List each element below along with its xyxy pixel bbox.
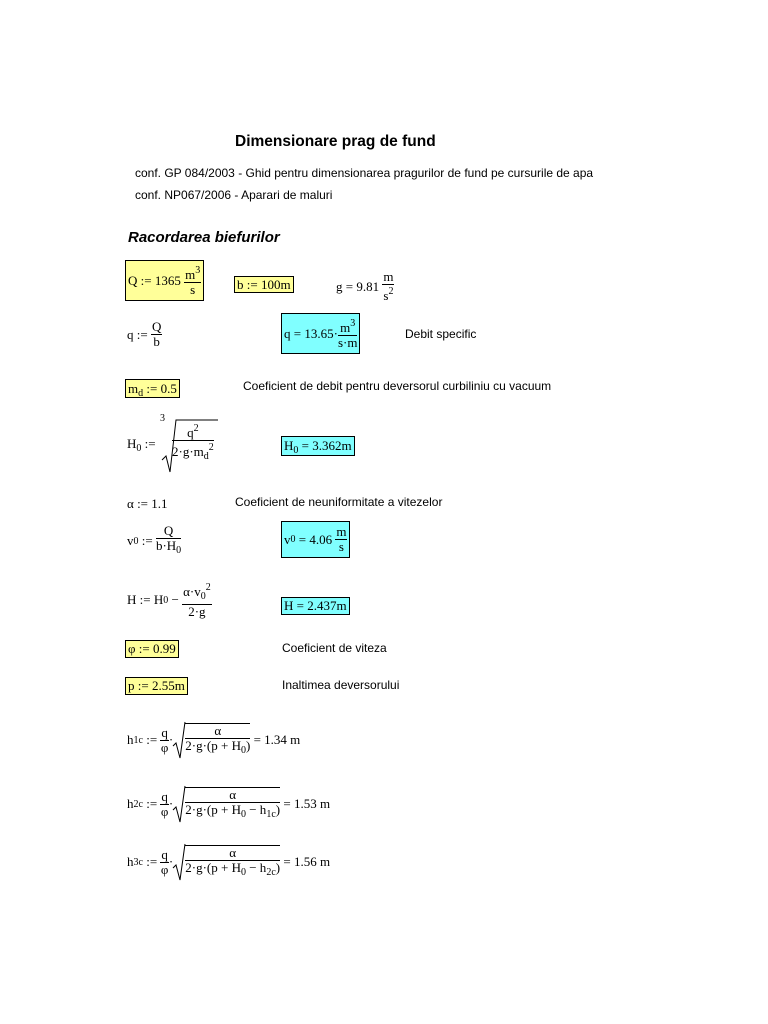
reference-np067: conf. NP067/2006 - Aparari de maluri [135, 188, 333, 202]
reference-gp084: conf. GP 084/2003 - Ghid pentru dimensionarea pragurilor de fund pe cursurile de apa [135, 166, 594, 180]
sqrt-sign [173, 842, 185, 882]
formula-h1c: h 1c := $\frac{q}{\varphi}$ · $\frac{\alpha}{2\cdot g\cdot(p + H_0)}$ = 1.34 m [127, 720, 300, 760]
constant-g: g = 9.81 $\frac{m}{s^2}$ [336, 269, 394, 303]
section-heading: Racordarea biefurilor [128, 229, 280, 246]
page-title: Dimensionare prag de fund [235, 133, 436, 150]
desc-p: Inaltimea deversorului [282, 678, 400, 692]
result-h2c: = 1.53 m [283, 796, 331, 811]
result-v0: v 0 = 4.06 $\frac{m}{s}$ [281, 521, 350, 558]
input-b[interactable]: b := 100m [234, 276, 294, 293]
sqrt-sign [173, 784, 185, 824]
result-h3c: = 1.56 m [283, 854, 331, 869]
result-h1c: = 1.34 m [253, 732, 301, 747]
input-md[interactable]: $m_d$ := 0.5 [125, 379, 180, 398]
formula-H: H := H 0 − $\frac{\alpha\cdot v_0^2}{2\cdot g}$ [127, 582, 211, 619]
formula-v0: v 0 := $\frac{Q}{b\cdot H_0}$ [127, 523, 182, 556]
input-p[interactable]: p := 2.55m [125, 677, 188, 695]
sqrt-sign [173, 720, 185, 760]
desc-phi: Coeficient de viteza [282, 641, 387, 655]
formula-h2c: h 2c := $\frac{q}{\varphi}$ · $\frac{\alpha}{2\cdot g\cdot(p + H_0 - h_{1c})}$ = 1.53 m [127, 784, 330, 824]
root-index: 3 [160, 413, 165, 424]
input-alpha[interactable]: α := 1.1 [127, 496, 168, 511]
formula-H0-lhs: $H_0$ := [127, 436, 156, 454]
formula-h3c: h 3c := $\frac{q}{\varphi}$ · $\frac{\alpha}{2\cdot g\cdot(p + H_0 - h_{2c})}$ = 1.56 m [127, 842, 330, 882]
formula-q: q := $\frac{Q}{b}$ [127, 319, 162, 349]
result-H0: $H_0 = 3.362m$ [281, 436, 355, 456]
desc-q: Debit specific [405, 327, 477, 341]
result-H: H = 2.437m [281, 597, 350, 615]
result-q: q = 13.65· $\frac{m^3}{s\cdot m}$ [281, 313, 360, 354]
unit-fraction: $\frac{m^3}{s}$ [185, 265, 201, 297]
desc-md: Coeficient de debit pentru deversorul curbiliniu cu vacuum [243, 379, 552, 393]
desc-alpha: Coeficient de neuniformitate a vitezelor [235, 495, 443, 509]
input-phi[interactable]: φ := 0.99 [125, 640, 179, 658]
input-Q[interactable]: Q := 1365 $\frac{m^3}{s}$ [125, 260, 204, 301]
formula-H0-fraction: $\frac{q^2}{2\cdot g\cdot m_d^2}$ [172, 423, 214, 462]
